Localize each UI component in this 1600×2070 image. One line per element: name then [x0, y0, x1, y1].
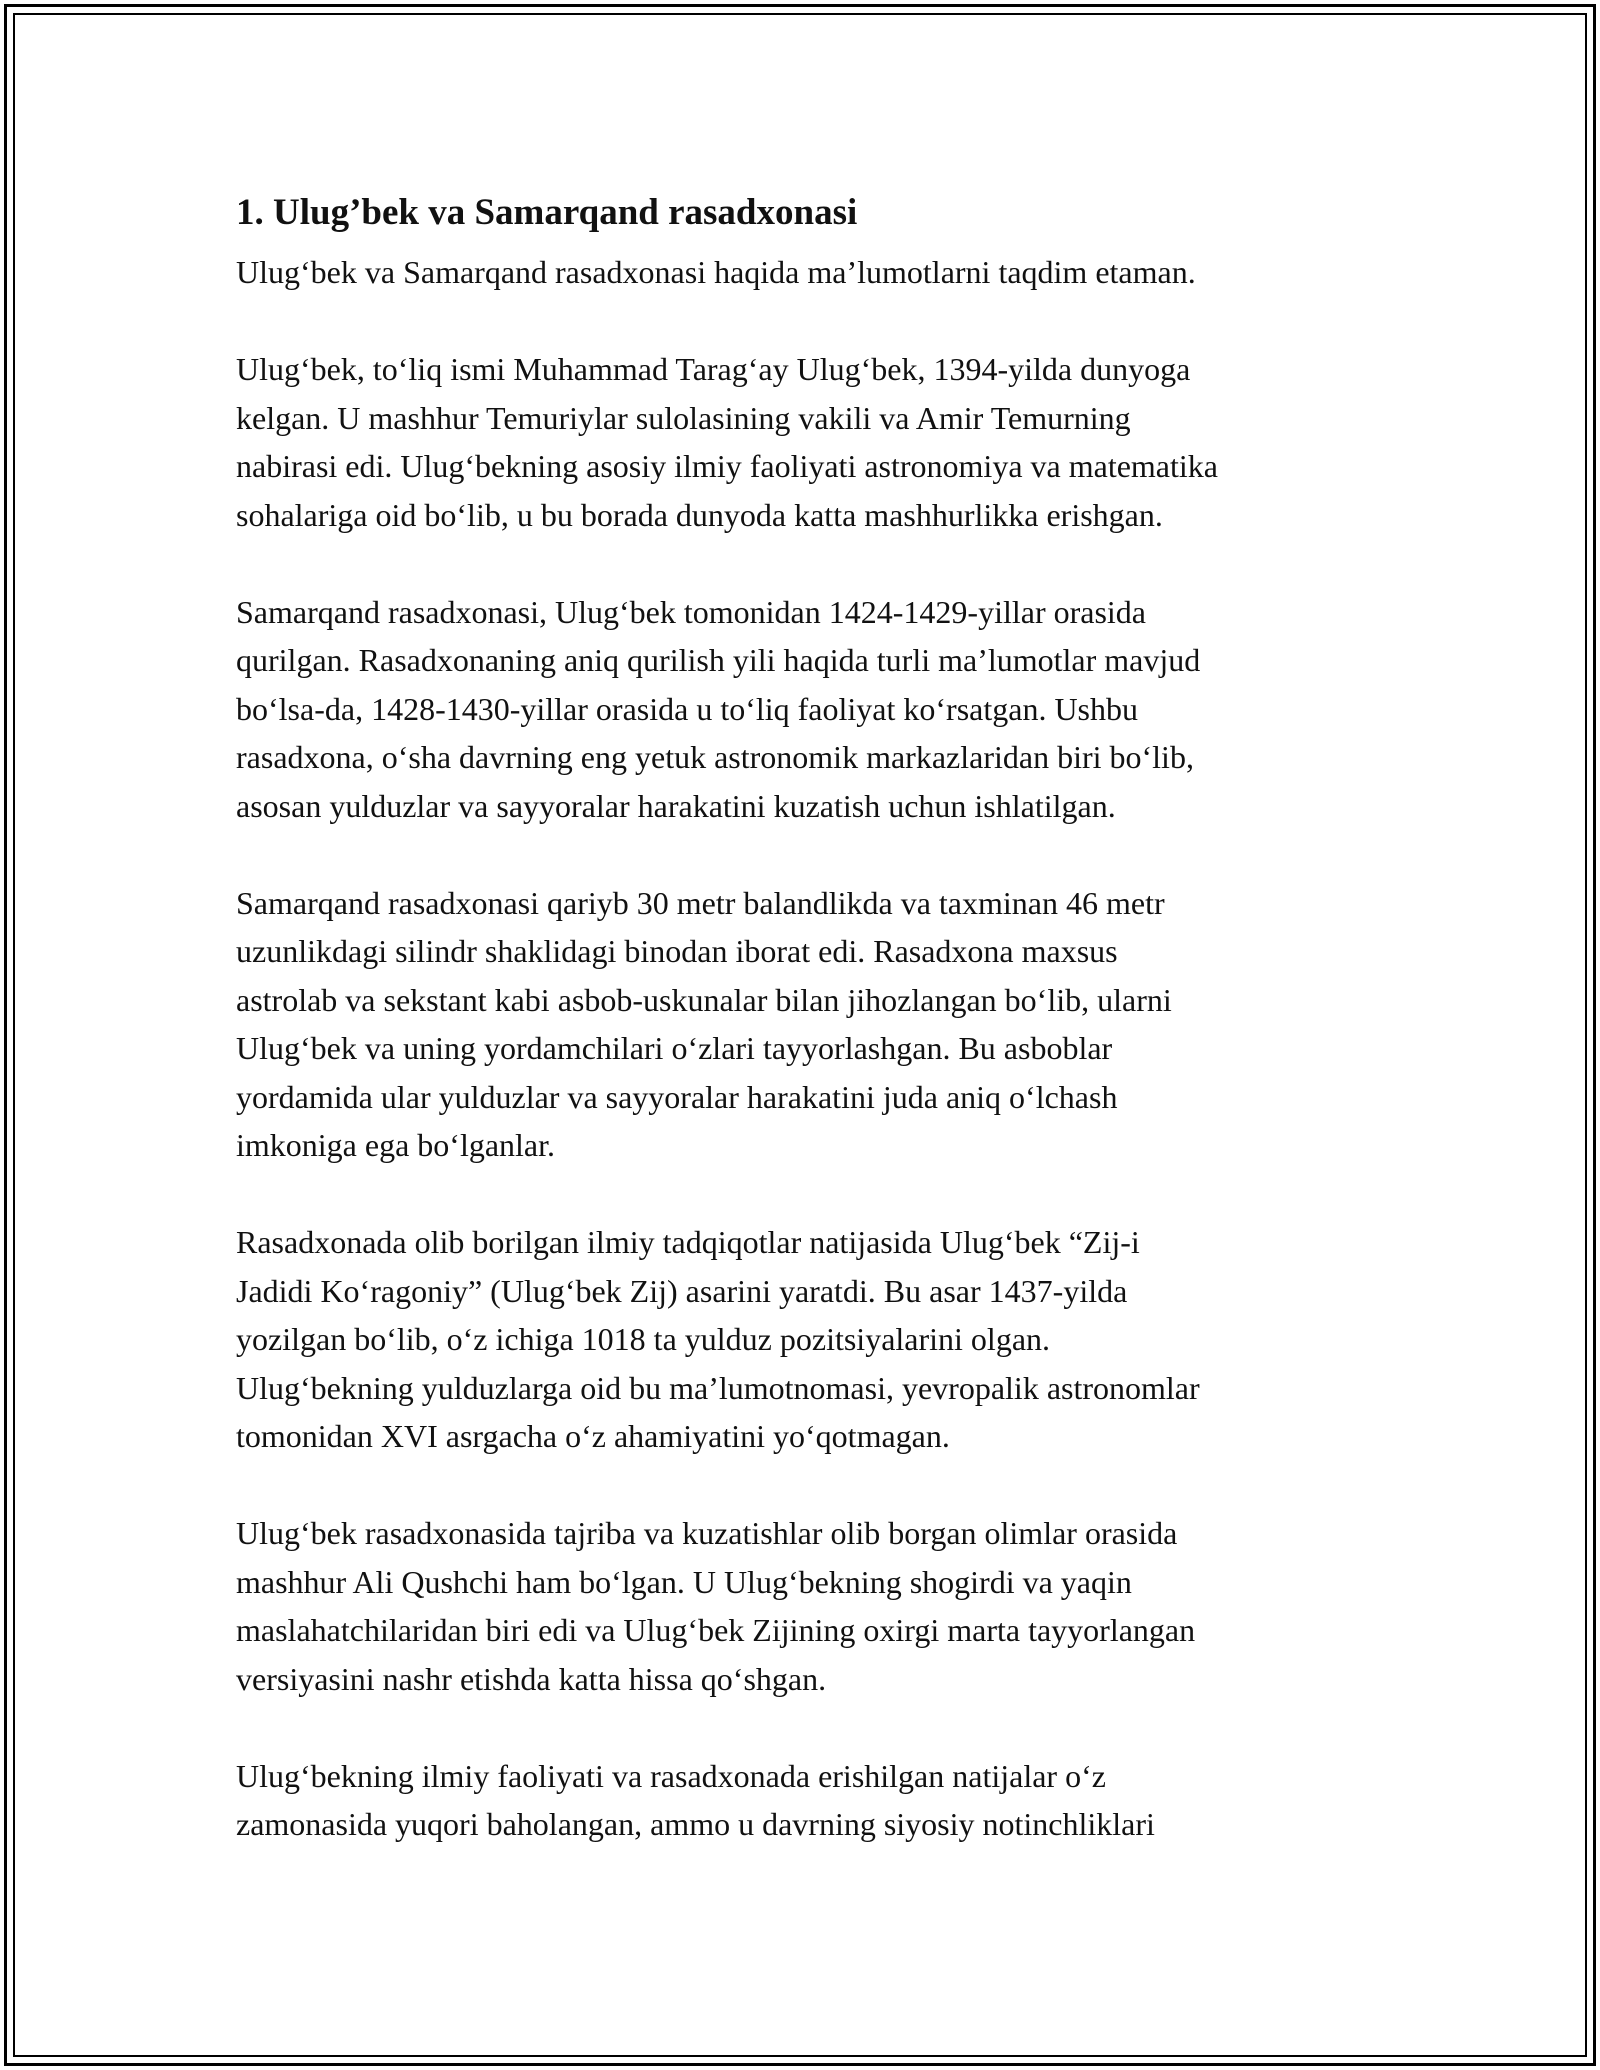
- paragraph-line: yordamida ular yulduzlar va sayyoralar harakatini juda aniq o‘lchash: [236, 1078, 1118, 1115]
- paragraph-line: Ulug‘bek, to‘liq ismi Muhammad Tarag‘ay Ulug‘bek, 1394-yilda dunyoga: [236, 351, 1191, 387]
- paragraph-line: imkoniga ega bo‘lganlar.: [236, 1127, 556, 1163]
- paragraph-line: nabirasi edi. Ulug‘bekning asosiy ilmiy faoliyati astronomiya va matematika: [236, 448, 1218, 484]
- paragraph-line: Ulug‘bek va uning yordamchilari o‘zlari tayyorlashgan. Bu asboblar: [236, 1030, 1113, 1066]
- paragraph-line: kelgan. U mashhur Temuriylar sulolasining vakili va Amir Temurning: [236, 399, 1131, 436]
- paragraph-line: versiyasini nashr etishda katta hissa qo‘shgan.: [236, 1660, 827, 1697]
- paragraph-line: zamonasida yuqori baholangan, ammo u davrning siyosiy notinchliklari: [236, 1806, 1155, 1842]
- paragraph-line: Samarqand rasadxonasi qariyb 30 metr balandlikda va taxminan 46 metr: [236, 884, 1165, 921]
- paragraph-line: Ulug‘bek va Samarqand rasadxonasi haqida ma’lumotlarni taqdim etaman.: [236, 254, 1196, 290]
- paragraph-line: Rasadxonada olib borilgan ilmiy tadqiqotlar natijasida Ulug‘bek “Zij-i: [236, 1224, 1140, 1260]
- document-title: 1. Ulug’bek va Samarqand rasadxonasi: [236, 192, 858, 233]
- paragraph: [236, 588, 1386, 831]
- paragraph: [236, 248, 1386, 297]
- paragraph: [236, 345, 1386, 539]
- paragraph-line: uzunlikdagi silindr shaklidagi binodan iborat edi. Rasadxona maxsus: [236, 933, 1118, 969]
- paragraph-line: maslahatchilaridan biri edi va Ulug‘bek Zijining oxirgi marta tayyorlangan: [236, 1612, 1196, 1648]
- paragraph-line: yozilgan bo‘lib, o‘z ichiga 1018 ta yulduz pozitsiyalarini olgan.: [236, 1321, 1051, 1357]
- paragraph-line: Ulug‘bekning yulduzlarga oid bu ma’lumotnomasi, yevropalik astronomlar: [236, 1369, 1200, 1406]
- paragraph-line: rasadxona, o‘sha davrning eng yetuk astronomik markazlaridan biri bo‘lib,: [236, 739, 1194, 775]
- paragraph-line: Ulug‘bek rasadxonasida tajriba va kuzatishlar olib borgan olimlar orasida: [236, 1515, 1178, 1551]
- paragraph-line: bo‘lsa-da, 1428-1430-yillar orasida u to‘liq faoliyat ko‘rsatgan. Ushbu: [236, 690, 1138, 727]
- paragraph-line: qurilgan. Rasadxonaning aniq qurilish yili haqida turli ma’lumotlar mavjud: [236, 642, 1201, 678]
- paragraph-line: Ulug‘bekning ilmiy faoliyati va rasadxonada erishilgan natijalar o‘z: [236, 1757, 1106, 1794]
- paragraph: [236, 879, 1386, 1170]
- paragraph-line: Jadidi Ko‘ragoniy” (Ulug‘bek Zij) asarini yaratdi. Bu asar 1437-yilda: [236, 1272, 1128, 1309]
- paragraph-line: tomonidan XVI asrgacha o‘z ahamiyatini yo‘qotmagan.: [236, 1418, 950, 1454]
- paragraph-line: mashhur Ali Qushchi ham bo‘lgan. U Ulug‘bekning shogirdi va yaqin: [236, 1563, 1132, 1600]
- paragraph-list: [236, 248, 1386, 1849]
- paragraph-line: astrolab va sekstant kabi asbob-uskunalar bilan jihozlangan bo‘lib, ularni: [236, 981, 1172, 1018]
- document-body: [236, 186, 1386, 1897]
- paragraph-line: sohalariga oid bo‘lib, u bu borada dunyoda katta mashhurlikka erishgan.: [236, 496, 1163, 533]
- paragraph: [236, 1218, 1386, 1461]
- paragraph-line: Samarqand rasadxonasi, Ulug‘bek tomonidan 1424-1429-yillar orasida: [236, 593, 1146, 630]
- paragraph: [236, 1509, 1386, 1703]
- paragraph: [236, 1752, 1386, 1849]
- paragraph-line: asosan yulduzlar va sayyoralar harakatini kuzatish uchun ishlatilgan.: [236, 787, 1116, 824]
